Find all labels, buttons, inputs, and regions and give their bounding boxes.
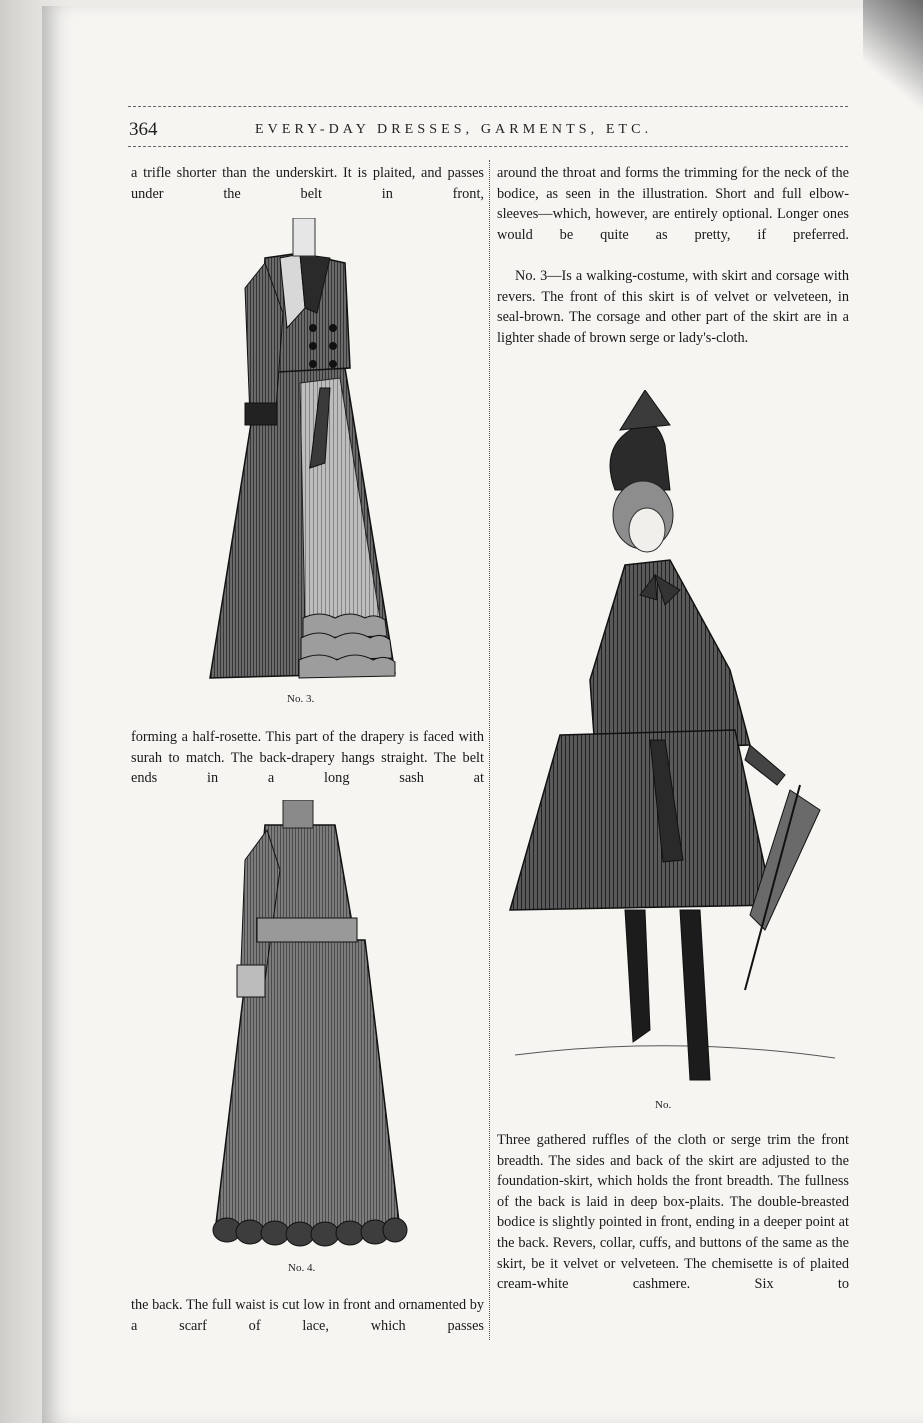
- left-top-paragraph: a trifle shorter than the underskirt. It is plaited, and passes under the belt in front,: [131, 165, 484, 202]
- right-top-paragraph-2: No. 3—Is a walking-costume, with skirt and corsage with revers. The front of this skirt is of velvet or velveteen, in seal-brown. The corsage and other part of the skirt are in a lighter shade of brown serge or lady's-cloth.: [497, 268, 849, 346]
- header-bottom-rule: [128, 146, 848, 147]
- left-bottom-paragraph: the back. The full waist is cut low in front and ornamented by a scarf of lace, which passes: [131, 1297, 484, 1334]
- dress-illustration-no3: [205, 218, 400, 688]
- girl-walking-costume-illustration: [505, 390, 845, 1095]
- page-number: 364: [129, 119, 158, 140]
- column-divider: [489, 160, 490, 1340]
- running-title: EVERY-DAY DRESSES, GARMENTS, ETC.: [255, 122, 653, 137]
- page-corner-fold: [863, 0, 923, 110]
- right-top-paragraph-1: around the throat and forms the trimming for the neck of the bodice, as seen in the illustration. Short and full elbow-sleeves—which, however, are entirely optional. Longer ones would be quite as pretty, if preferred.: [497, 165, 849, 243]
- header-top-rule: [128, 106, 848, 107]
- figure-3-caption: No. 3.: [287, 693, 315, 705]
- left-middle-paragraph: forming a half-rosette. This part of the drapery is faced with surah to match. The back-drapery hangs straight. The belt ends in a long sash at: [131, 729, 484, 787]
- figure-caption-right: No.: [655, 1099, 672, 1111]
- dress-illustration-no4: [205, 800, 410, 1270]
- figure-4-caption: No. 4.: [288, 1262, 316, 1274]
- right-bottom-paragraph: Three gathered ruffles of the cloth or serge trim the front breadth. The sides and back of the skirt are adjusted to the foundation-skirt, which holds the front breadth. The fullness of the back is laid in deep box-plaits. The double-breasted bodice is slightly pointed in front, ending in a deeper point at the back. Revers, collar, cuffs, and buttons of the same as the skirt, be it velvet or velveteen. The chemisette is of plaited cream-white cashmere. Six to: [497, 1132, 849, 1293]
